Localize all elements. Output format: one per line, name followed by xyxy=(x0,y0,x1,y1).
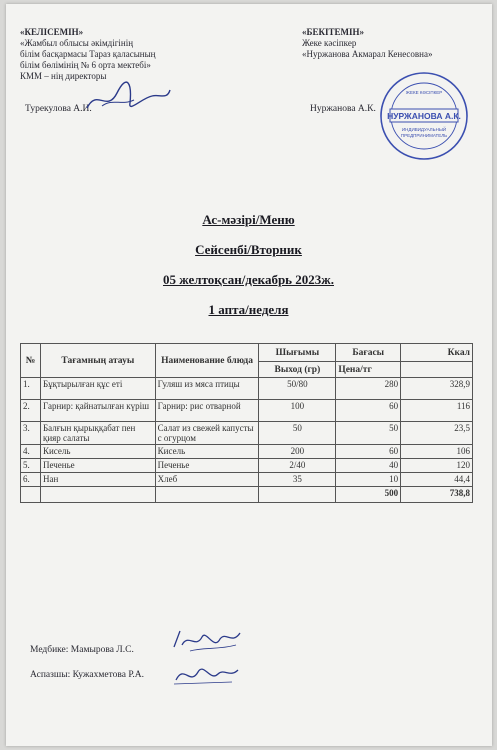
approval-line: білім бөлімінің № 6 орта мектебі» xyxy=(20,60,151,70)
approval-block-left xyxy=(20,27,200,82)
cell-price: 280 xyxy=(336,378,401,400)
cell-kz-name: Балғын қырыққабат пен қияр салаты xyxy=(40,422,155,445)
cell-yield: 35 xyxy=(259,473,336,487)
approval-line: білім басқармасы Тараз қаласының xyxy=(20,49,156,59)
cell-no: 5. xyxy=(21,459,41,473)
cell-yield: 100 xyxy=(259,400,336,422)
nurse-line: Медбике: Мамырова Л.С. xyxy=(30,645,134,655)
header-price-ru: Цена/тг xyxy=(336,362,401,378)
table-row xyxy=(21,400,473,422)
header-yield-kz: Шығымы xyxy=(259,344,336,362)
cell-ru-name: Салат из свежей капусты с огурцом xyxy=(155,422,259,445)
cell-kcal: 120 xyxy=(401,459,473,473)
cell-no: 6. xyxy=(21,473,41,487)
handwritten-signature-nurse xyxy=(170,625,245,657)
cell-kcal: 116 xyxy=(401,400,473,422)
approval-line: КММ – нің директоры xyxy=(20,71,107,81)
table-row xyxy=(21,473,473,487)
cell-yield: 50 xyxy=(259,422,336,445)
cell-kz-name: Кисель xyxy=(40,445,155,459)
table-row xyxy=(21,459,473,473)
cell-ru-name: Хлеб xyxy=(155,473,259,487)
cell-price: 40 xyxy=(336,459,401,473)
approval-line: «Жамбыл облысы әкімдігінің xyxy=(20,38,134,48)
svg-text:ПРЕДПРИНИМАТЕЛЬ: ПРЕДПРИНИМАТЕЛЬ xyxy=(400,133,448,138)
cell-kcal: 328,9 xyxy=(401,378,473,400)
stamp-center-text: НУРЖАНОВА А.К. xyxy=(387,111,461,121)
header-price-kz: Бағасы xyxy=(336,344,401,362)
table-row xyxy=(21,422,473,445)
cell-no: 4. xyxy=(21,445,41,459)
total-price: 500 xyxy=(336,487,401,503)
cell-price: 50 xyxy=(336,422,401,445)
menu-title: Ас-мәзірі/Меню xyxy=(202,212,295,227)
signer-right: Нуржанова А.К. xyxy=(310,104,376,114)
svg-text:ИНДИВИДУАЛЬНЫЙ: ИНДИВИДУАЛЬНЫЙ xyxy=(401,127,447,132)
cell-ru-name: Печенье xyxy=(155,459,259,473)
cell-yield: 2/40 xyxy=(259,459,336,473)
header-no: № xyxy=(21,344,41,378)
header-kz-name: Тағамның атауы xyxy=(40,344,155,378)
table-row xyxy=(21,445,473,459)
round-seal-stamp xyxy=(378,66,470,166)
cell-no: 3. xyxy=(21,422,41,445)
handwritten-signature-left xyxy=(82,78,172,118)
day-title: Сейсенбі/Вторник xyxy=(195,242,302,257)
cell-kz-name: Бұқтырылған құс еті xyxy=(40,378,155,400)
signer-left: Турекулова А.И. xyxy=(25,104,92,114)
approval-heading-right: «БЕКІТЕМІН» xyxy=(302,27,364,37)
handwritten-signature-cook xyxy=(172,660,242,688)
approval-block-right xyxy=(302,27,482,60)
approval-line: Жеке кәсіпкер xyxy=(302,38,357,48)
menu-table xyxy=(20,343,473,503)
header-kcal: Ккал xyxy=(401,344,473,362)
cell-yield: 50/80 xyxy=(259,378,336,400)
cell-kcal: 23,5 xyxy=(401,422,473,445)
table-header-row xyxy=(21,344,473,362)
cell-price: 60 xyxy=(336,445,401,459)
cell-ru-name: Кисель xyxy=(155,445,259,459)
table-total-row xyxy=(21,487,473,503)
header-ru-name: Наименование блюда xyxy=(155,344,259,378)
cell-price: 60 xyxy=(336,400,401,422)
total-kcal: 738,8 xyxy=(401,487,473,503)
cell-no: 1. xyxy=(21,378,41,400)
cell-kz-name: Печенье xyxy=(40,459,155,473)
cell-kcal: 106 xyxy=(401,445,473,459)
cell-kcal: 44,4 xyxy=(401,473,473,487)
header-yield-ru: Выход (гр) xyxy=(259,362,336,378)
cell-price: 10 xyxy=(336,473,401,487)
date-title: 05 желтоқсан/декабрь 2023ж. xyxy=(163,272,334,287)
table-row xyxy=(21,378,473,400)
svg-text:ЖЕКЕ КӘСІПКЕР: ЖЕКЕ КӘСІПКЕР xyxy=(405,90,443,95)
approval-heading-left: «КЕЛІСЕМІН» xyxy=(20,27,84,37)
cell-ru-name: Гарнир: рис отварной xyxy=(155,400,259,422)
week-title: 1 апта/неделя xyxy=(208,302,289,317)
cell-kz-name: Нан xyxy=(40,473,155,487)
cell-yield: 200 xyxy=(259,445,336,459)
cell-no: 2. xyxy=(21,400,41,422)
cell-kz-name: Гарнир: қайнатылған күріш xyxy=(40,400,155,422)
cell-ru-name: Гуляш из мяса птицы xyxy=(155,378,259,400)
approval-line: «Нуржанова Акмарал Кенесовна» xyxy=(302,49,433,59)
cook-line: Аспазшы: Кужахметова Р.А. xyxy=(30,670,145,680)
